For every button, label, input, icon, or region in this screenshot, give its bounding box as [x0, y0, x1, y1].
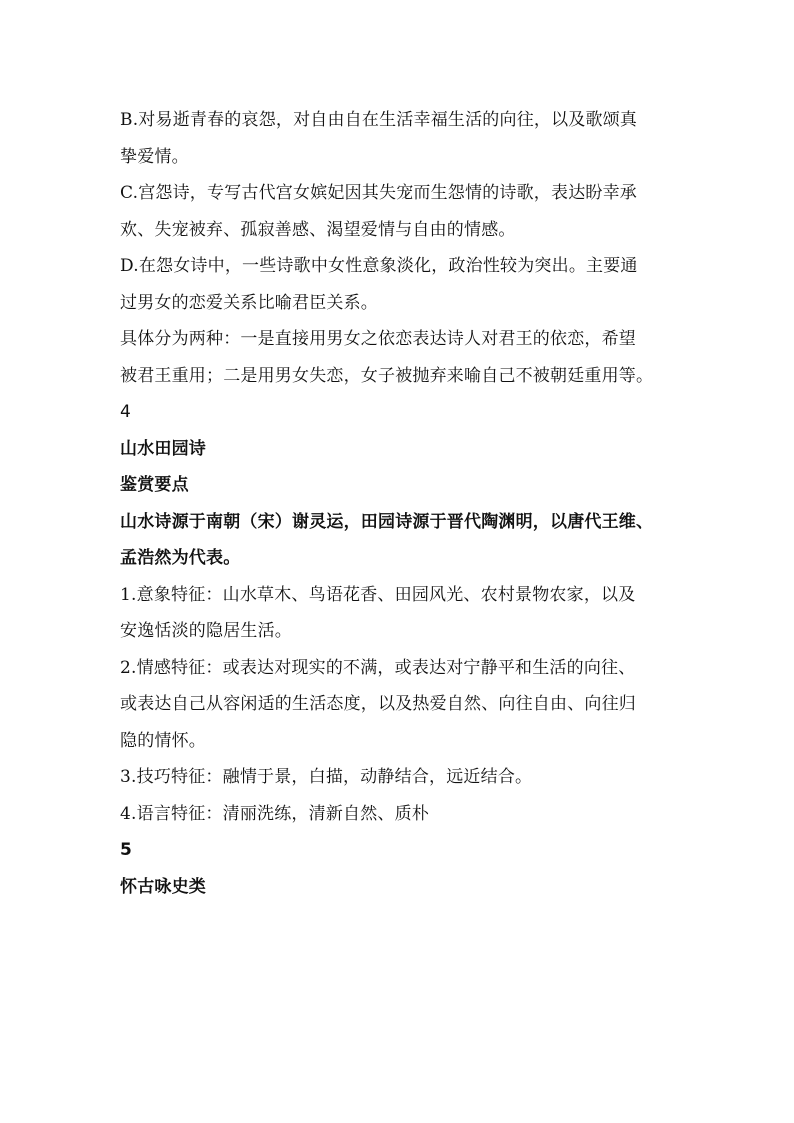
- section-number-5: 5: [120, 840, 133, 860]
- text-line-d-item-cont: 过男女的恋爱关系比喻君臣关系。: [120, 292, 378, 313]
- text-line-b-item: B.对易逝青春的哀怨，对自由自在生活幸福生活的向往，以及歌颂真: [120, 110, 638, 130]
- bold-intro-line-cont: 孟浩然为代表。: [120, 548, 241, 568]
- text-line-c-item-cont: 欢、失宠被弃、孤寂善感、渴望爱情与自由的情感。: [120, 219, 516, 240]
- text-line-two-types: 具体分为两种：一是直接用男女之依恋表达诗人对君王的依恋，希望: [120, 329, 636, 349]
- text-line-language-feature: 4.语言特征：清丽洗练，清新自然、质朴: [120, 803, 430, 824]
- text-line-emotion-feature: 2.情感特征：或表达对现实的不满，或表达对宁静平和生活的向往、: [120, 657, 636, 678]
- text-line-emotion-feature-end: 隐的情怀。: [120, 730, 206, 751]
- text-line-imagery-feature-cont: 安逸恬淡的隐居生活。: [120, 621, 292, 641]
- bold-intro-line: 山水诗源于南朝（宋）谢灵运，田园诗源于晋代陶渊明，以唐代王维、: [120, 511, 654, 532]
- section-title-landscape-poetry: 山水田园诗: [120, 438, 206, 459]
- text-line-technique-feature: 3.技巧特征：融情于景，白描，动静结合，远近结合。: [120, 767, 533, 787]
- text-line-c-item: C.宫怨诗，专写古代宫女嫔妃因其失宠而生怨情的诗歌，表达盼幸承: [120, 183, 638, 203]
- section-title-history-poetry: 怀古咏史类: [120, 876, 206, 897]
- subheading-appreciation-points: 鉴赏要点: [120, 475, 189, 495]
- text-line-b-item-cont: 挚爱情。: [120, 146, 189, 167]
- text-line-d-item: D.在怨女诗中，一些诗歌中女性意象淡化，政治性较为突出。主要通: [120, 256, 638, 276]
- text-line-imagery-feature: 1.意象特征：山水草木、鸟语花香、田园风光、农村景物农家，以及: [120, 584, 636, 605]
- section-number-4: 4: [120, 402, 132, 422]
- text-line-two-types-cont: 被君王重用；二是用男女失恋，女子被抛弃来喻自己不被朝廷重用等。: [120, 365, 654, 386]
- text-line-emotion-feature-cont: 或表达自己从容闲适的生活态度，以及热爱自然、向往自由、向往归: [120, 694, 636, 714]
- document-page: [120, 102, 690, 905]
